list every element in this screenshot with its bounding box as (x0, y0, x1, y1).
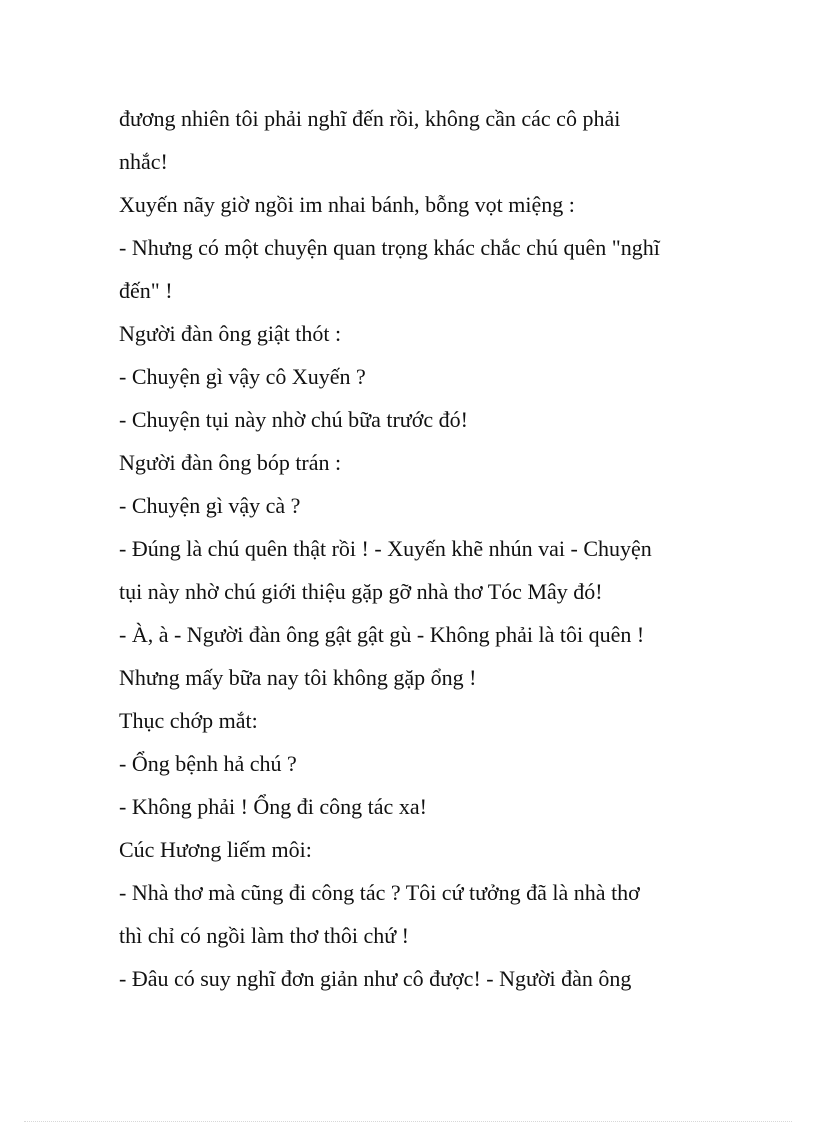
text-line: - Chuyện tụi này nhờ chú bữa trước đó! (119, 407, 468, 432)
text-line: - Đâu có suy nghĩ đơn giản như cô được! - Người đàn ông (119, 966, 632, 991)
document-body (119, 97, 719, 1000)
text-line: - Nhưng có một chuyện quan trọng khác chắc chú quên "nghĩ (119, 235, 660, 260)
text-line: Nhưng mấy bữa nay tôi không gặp ổng ! (119, 665, 477, 690)
text-line: - Chuyện gì vậy cô Xuyến ? (119, 364, 366, 389)
text-line: - Chuyện gì vậy cà ? (119, 493, 301, 518)
text-line: Người đàn ông bóp trán : (119, 450, 342, 475)
text-line: nhắc! (119, 149, 168, 174)
text-line: Cúc Hương liếm môi: (119, 837, 312, 862)
text-line: Xuyến nãy giờ ngồi im nhai bánh, bỗng vọt miệng : (119, 192, 575, 217)
text-line: - Nhà thơ mà cũng đi công tác ? Tôi cứ tưởng đã là nhà thơ (119, 880, 640, 905)
text-line: tụi này nhờ chú giới thiệu gặp gỡ nhà thơ Tóc Mây đó! (119, 579, 603, 604)
text-line: - Không phải ! Ổng đi công tác xa! (119, 794, 427, 819)
text-line: đương nhiên tôi phải nghĩ đến rồi, không cần các cô phải (119, 106, 621, 131)
text-line: - À, à - Người đàn ông gật gật gù - Không phải là tôi quên ! (119, 622, 645, 647)
page-bottom-divider (24, 1121, 792, 1122)
text-line: - Đúng là chú quên thật rồi ! - Xuyến khẽ nhún vai - Chuyện (119, 536, 652, 561)
text-line: Người đàn ông giật thót : (119, 321, 342, 346)
text-line: Thục chớp mắt: (119, 708, 258, 733)
text-line: - Ổng bệnh hả chú ? (119, 751, 297, 776)
text-line: đến" ! (119, 278, 173, 303)
text-line: thì chỉ có ngồi làm thơ thôi chứ ! (119, 923, 409, 948)
